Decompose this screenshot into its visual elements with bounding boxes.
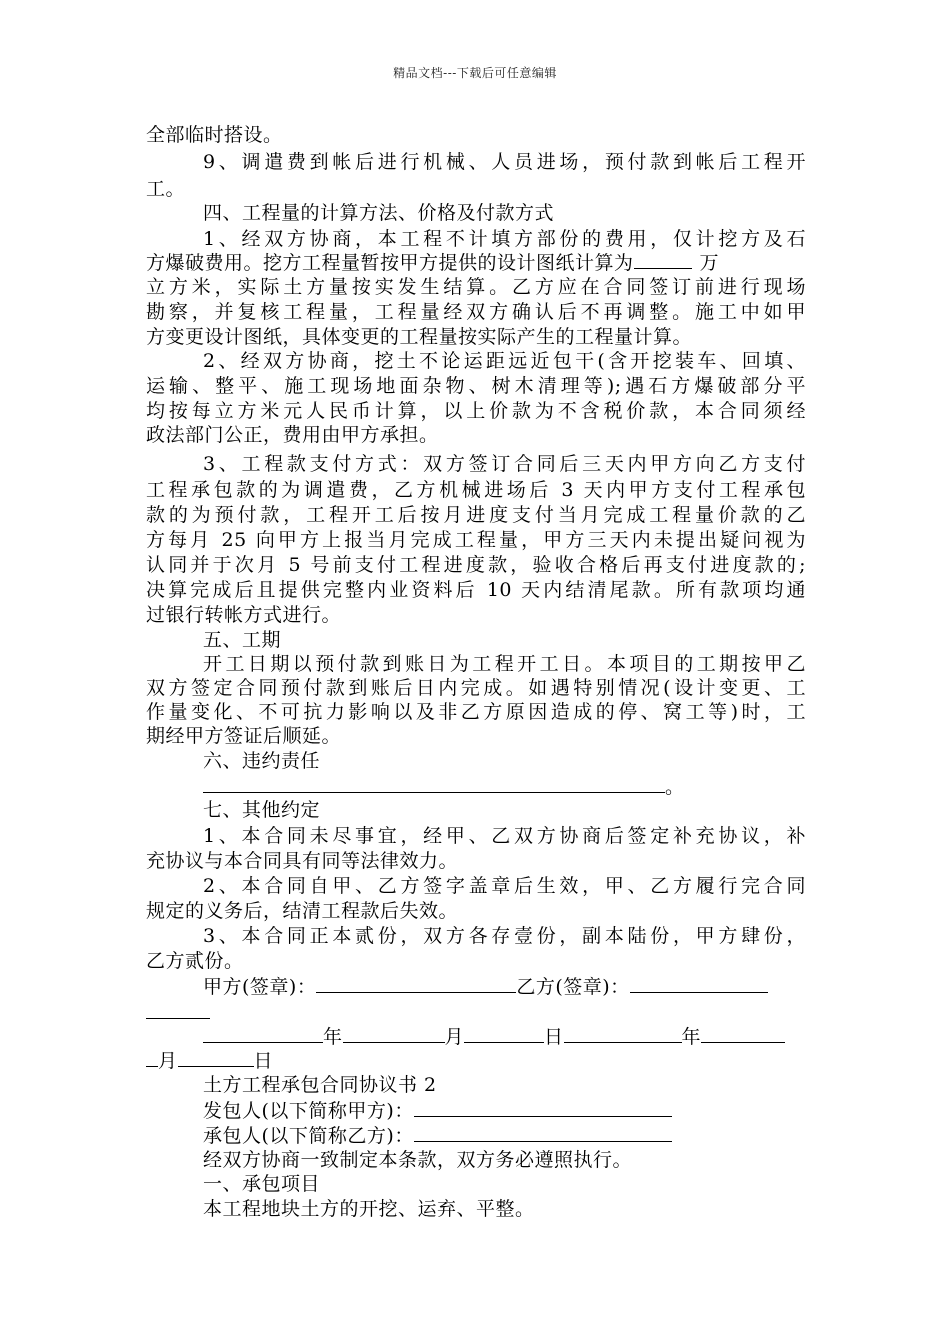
section-heading: 五、工期 — [203, 629, 282, 651]
text-line: 充协议与本合同具有同等法律效力。 — [146, 850, 459, 872]
text-line: 规定的义务后，结清工程款后失效。 — [146, 900, 459, 922]
text-line: 方每月 25 向甲方上报当月完成工程量，甲方三天内未提出疑问视为 — [146, 529, 806, 551]
text-line: 勘察，并复核工程量，工程量经双方确认后不再调整。施工中如甲 — [146, 301, 806, 323]
text-line: 立方米，实际土方量按实发生结算。乙方应在合同签订前进行现场 — [146, 276, 806, 298]
date-day-label: 日 — [544, 1026, 564, 1048]
text-line: 政法部门公正，费用由甲方承担。 — [146, 424, 439, 446]
text-line: 款的为预付款，工程开工后按月进度支付当月完成工程量价款的乙 — [146, 504, 806, 526]
text-line: 决算完成后且提供完整内业资料后 10 天内结清尾款。所有款项均通 — [146, 579, 806, 601]
text-line: 作量变化、不可抗力影响以及非乙方原因造成的停、窝工等)时，工 — [146, 701, 806, 723]
blank-line — [146, 1048, 158, 1067]
text-line — [203, 1123, 806, 1148]
text-line: 双方签定合同预付款到账后日内完成。如遇特别情况(设计变更、工 — [146, 677, 806, 699]
text-line: 2、经双方协商，挖土不论运距远近包干(含开挖装车、回填、 — [203, 350, 806, 372]
date-year-label: 年 — [323, 1026, 343, 1048]
text-line: 9、调遣费到帐后进行机械、人员进场，预付款到帐后工程开 — [203, 151, 806, 173]
text-line: 3、工程款支付方式：双方签订合同后三天内甲方向乙方支付 — [203, 453, 806, 475]
text-line: 1、本合同未尽事宜，经甲、乙双方协商后签定补充协议，补 — [203, 825, 806, 847]
text-line: 方变更设计图纸，具体变更的工程量按实际产生的工程量计算。 — [146, 326, 693, 348]
text-line: 认同并于次月 5 号前支付工程进度款，验收合格后再支付进度款的; — [146, 554, 806, 576]
blank-line — [414, 1123, 672, 1142]
date-month-label: 月 — [444, 1026, 465, 1048]
text-line: 2、本合同自甲、乙方签字盖章后生效，甲、乙方履行完合同 — [203, 875, 806, 897]
text-line: 3、本合同正本贰份，双方各存壹份，副本陆份，甲方肆份， — [203, 925, 806, 947]
section-heading: 六、违约责任 — [203, 750, 321, 772]
party-a-label: 甲方(签章)： — [203, 976, 317, 998]
blank-line — [316, 974, 516, 993]
date-day-label: 日 — [253, 1050, 274, 1072]
text-line: 期经甲方签证后顺延。 — [146, 725, 342, 747]
text-segment: 方爆破费用。挖方工程量暂按甲方提供的设计图纸计算为 — [146, 252, 634, 274]
text-line: 经双方协商一致制定本条款，双方务必遵照执行。 — [203, 1149, 633, 1171]
text-line: 工。 — [146, 178, 186, 200]
blank-line — [464, 1024, 544, 1043]
text-line: 乙方贰份。 — [146, 950, 244, 972]
text-line: 工程承包款的为调遣费，乙方机械进场后 3 天内甲方支付工程承包 — [146, 479, 806, 501]
section-heading: 四、工程量的计算方法、价格及付款方式 — [203, 202, 555, 224]
page-header: 精品文档---下载后可任意编辑 — [393, 66, 557, 80]
blank-line — [203, 1024, 323, 1043]
date-line — [146, 1048, 806, 1073]
text-segment: 。 — [665, 776, 685, 798]
blank-line — [564, 1024, 682, 1043]
text-line — [203, 1098, 806, 1123]
text-line: 开工日期以预付款到账日为工程开工日。本项目的工期按甲乙 — [203, 653, 806, 675]
blank-line — [701, 1024, 785, 1043]
contractor-label: 承包人(以下简称乙方)： — [203, 1125, 414, 1147]
blank-line — [146, 1000, 210, 1019]
text-line: 运输、整平、施工现场地面杂物、树木清理等);遇石方爆破部分平 — [146, 375, 806, 397]
blank-line — [178, 1048, 254, 1067]
text-line — [146, 1000, 806, 1025]
signature-line — [203, 974, 806, 999]
blank-line — [630, 974, 768, 993]
blank-line — [343, 1024, 445, 1043]
text-line: 过银行转帐方式进行。 — [146, 604, 342, 626]
section-heading: 一、承包项目 — [203, 1173, 321, 1195]
section-heading: 七、其他约定 — [203, 799, 321, 821]
text-line — [203, 774, 806, 799]
text-line: 均按每立方米元人民币计算，以上价款为不含税价款，本合同须经 — [146, 400, 806, 422]
date-year-label: 年 — [681, 1026, 702, 1048]
text-segment: 万 — [699, 252, 720, 274]
date-month-label: 月 — [158, 1050, 178, 1072]
party-b-label: 乙方(签章)： — [516, 976, 630, 998]
blank-line — [634, 250, 692, 269]
blank-line — [414, 1098, 672, 1117]
blank-line — [203, 774, 665, 793]
text-line: 1、经双方协商，本工程不计填方部份的费用，仅计挖方及石 — [203, 228, 806, 250]
employer-label: 发包人(以下简称甲方)： — [203, 1100, 414, 1122]
text-line — [146, 250, 806, 275]
text-line: 全部临时搭设。 — [146, 124, 283, 146]
date-line — [203, 1024, 806, 1049]
text-line: 本工程地块土方的开挖、运弃、平整。 — [203, 1198, 535, 1220]
document-title: 土方工程承包合同协议书 2 — [203, 1074, 437, 1096]
